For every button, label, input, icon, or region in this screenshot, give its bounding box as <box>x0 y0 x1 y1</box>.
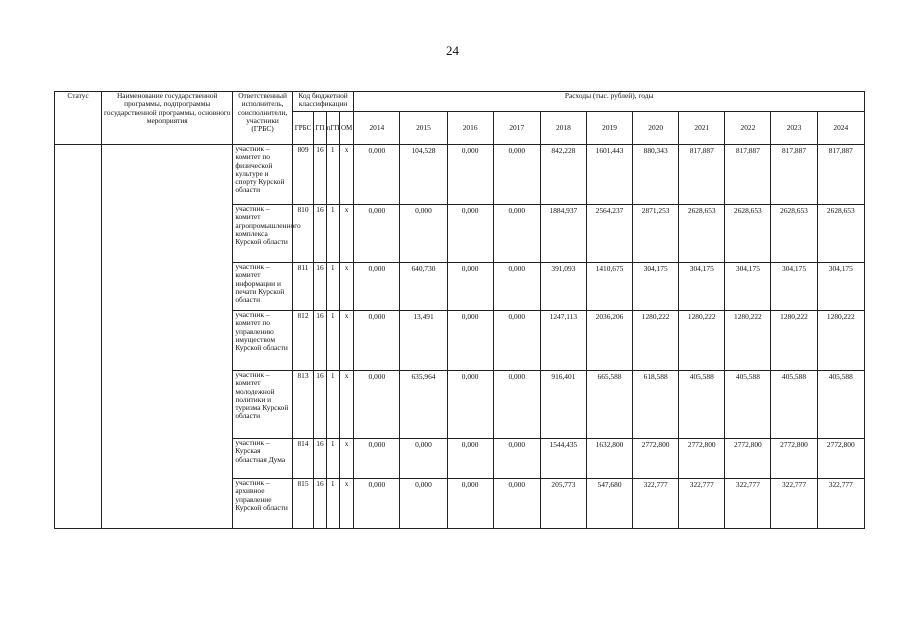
amount-cell: 817,887 <box>725 145 771 205</box>
header-grbs: ГРБС <box>292 112 314 145</box>
header-year: 2020 <box>633 112 679 145</box>
header-year: 2024 <box>817 112 864 145</box>
amount-cell: 0,000 <box>493 145 540 205</box>
om-cell: х <box>339 439 353 479</box>
amount-cell: 104,528 <box>400 145 447 205</box>
gp-cell: 16 <box>314 205 326 263</box>
amount-cell: 916,401 <box>540 371 586 439</box>
amount-cell: 405,588 <box>679 371 725 439</box>
status-cell <box>55 145 102 529</box>
amount-cell: 880,343 <box>633 145 679 205</box>
amount-cell: 618,588 <box>633 371 679 439</box>
amount-cell: 2772,800 <box>771 439 817 479</box>
gp-cell: 16 <box>314 263 326 311</box>
amount-cell: 2772,800 <box>633 439 679 479</box>
amount-cell: 1601,443 <box>586 145 632 205</box>
amount-cell: 817,887 <box>771 145 817 205</box>
amount-cell: 0,000 <box>354 479 400 529</box>
pgp-cell: 1 <box>326 263 339 311</box>
om-cell: х <box>339 371 353 439</box>
grbs-cell: 809 <box>292 145 314 205</box>
amount-cell: 205,773 <box>540 479 586 529</box>
amount-cell: 635,964 <box>400 371 447 439</box>
amount-cell: 405,588 <box>771 371 817 439</box>
pgp-cell: 1 <box>326 205 339 263</box>
grbs-cell: 815 <box>292 479 314 529</box>
amount-cell: 0,000 <box>354 205 400 263</box>
header-gp: ГП <box>314 112 326 145</box>
responsible-cell: участник – архивное управление Курской области <box>233 479 292 529</box>
responsible-cell: участник – Курская областная Дума <box>233 439 292 479</box>
grbs-cell: 812 <box>292 311 314 371</box>
amount-cell: 322,777 <box>633 479 679 529</box>
amount-cell: 2628,653 <box>817 205 864 263</box>
table-row <box>55 145 865 205</box>
responsible-cell: участник – комитет информации и печати Курской области <box>233 263 292 311</box>
amount-cell: 0,000 <box>447 371 493 439</box>
amount-cell: 405,588 <box>817 371 864 439</box>
amount-cell: 0,000 <box>493 371 540 439</box>
header-year: 2016 <box>447 112 493 145</box>
amount-cell: 0,000 <box>354 145 400 205</box>
amount-cell: 0,000 <box>447 311 493 371</box>
pgp-cell: 1 <box>326 371 339 439</box>
header-expenses: Расходы (тыс. рублей), годы <box>354 92 865 112</box>
amount-cell: 304,175 <box>817 263 864 311</box>
responsible-cell: участник – комитет агропромышленного комплекса Курской области <box>233 205 292 263</box>
amount-cell: 2772,800 <box>725 439 771 479</box>
amount-cell: 0,000 <box>400 205 447 263</box>
amount-cell: 1410,675 <box>586 263 632 311</box>
header-year: 2017 <box>493 112 540 145</box>
amount-cell: 1884,937 <box>540 205 586 263</box>
grbs-cell: 811 <box>292 263 314 311</box>
amount-cell: 817,887 <box>679 145 725 205</box>
amount-cell: 0,000 <box>493 205 540 263</box>
amount-cell: 2871,253 <box>633 205 679 263</box>
amount-cell: 0,000 <box>447 439 493 479</box>
gp-cell: 16 <box>314 311 326 371</box>
header-year: 2015 <box>400 112 447 145</box>
pgp-cell: 1 <box>326 439 339 479</box>
header-year: 2021 <box>679 112 725 145</box>
amount-cell: 2036,206 <box>586 311 632 371</box>
header-year: 2023 <box>771 112 817 145</box>
amount-cell: 1247,113 <box>540 311 586 371</box>
amount-cell: 304,175 <box>679 263 725 311</box>
amount-cell: 1280,222 <box>725 311 771 371</box>
amount-cell: 0,000 <box>354 371 400 439</box>
amount-cell: 391,093 <box>540 263 586 311</box>
gp-cell: 16 <box>314 479 326 529</box>
responsible-cell: участник – комитет молодежной политики и туризма Курской области <box>233 371 292 439</box>
grbs-cell: 813 <box>292 371 314 439</box>
header-responsible: Ответственный исполнитель, соисполнители, участники (ГРБС) <box>233 92 292 145</box>
header-program-name: Наименование государственной программы, подпрограммы государственной программы, основного мероприятия <box>102 92 233 145</box>
responsible-cell: участник – комитет по физической культуре и спорту Курской области <box>233 145 292 205</box>
amount-cell: 322,777 <box>679 479 725 529</box>
amount-cell: 304,175 <box>633 263 679 311</box>
amount-cell: 0,000 <box>447 145 493 205</box>
program-name-cell <box>102 145 233 529</box>
amount-cell: 322,777 <box>725 479 771 529</box>
amount-cell: 2628,653 <box>725 205 771 263</box>
grbs-cell: 814 <box>292 439 314 479</box>
header-year: 2014 <box>354 112 400 145</box>
amount-cell: 2564,237 <box>586 205 632 263</box>
amount-cell: 0,000 <box>493 439 540 479</box>
amount-cell: 0,000 <box>493 263 540 311</box>
amount-cell: 0,000 <box>493 311 540 371</box>
header-year: 2019 <box>586 112 632 145</box>
amount-cell: 0,000 <box>354 311 400 371</box>
responsible-cell: участник – комитет по управлению имуществом Курской области <box>233 311 292 371</box>
header-pgp: пГП <box>326 112 339 145</box>
amount-cell: 1544,435 <box>540 439 586 479</box>
expenses-table <box>54 91 865 529</box>
header-year: 2022 <box>725 112 771 145</box>
gp-cell: 16 <box>314 371 326 439</box>
amount-cell: 13,491 <box>400 311 447 371</box>
header-status: Статус <box>55 92 102 145</box>
amount-cell: 0,000 <box>400 439 447 479</box>
amount-cell: 1280,222 <box>771 311 817 371</box>
amount-cell: 0,000 <box>447 263 493 311</box>
amount-cell: 322,777 <box>817 479 864 529</box>
amount-cell: 547,680 <box>586 479 632 529</box>
amount-cell: 1632,800 <box>586 439 632 479</box>
amount-cell: 0,000 <box>493 479 540 529</box>
amount-cell: 842,228 <box>540 145 586 205</box>
gp-cell: 16 <box>314 439 326 479</box>
grbs-cell: 810 <box>292 205 314 263</box>
amount-cell: 1280,222 <box>817 311 864 371</box>
amount-cell: 1280,222 <box>679 311 725 371</box>
amount-cell: 2772,800 <box>679 439 725 479</box>
header-om: ОМ <box>339 112 353 145</box>
amount-cell: 2628,653 <box>771 205 817 263</box>
om-cell: х <box>339 479 353 529</box>
amount-cell: 2772,800 <box>817 439 864 479</box>
om-cell: х <box>339 205 353 263</box>
om-cell: х <box>339 145 353 205</box>
amount-cell: 322,777 <box>771 479 817 529</box>
amount-cell: 0,000 <box>447 479 493 529</box>
amount-cell: 304,175 <box>725 263 771 311</box>
amount-cell: 640,730 <box>400 263 447 311</box>
pgp-cell: 1 <box>326 145 339 205</box>
om-cell: х <box>339 311 353 371</box>
amount-cell: 0,000 <box>354 263 400 311</box>
amount-cell: 405,588 <box>725 371 771 439</box>
pgp-cell: 1 <box>326 311 339 371</box>
pgp-cell: 1 <box>326 479 339 529</box>
gp-cell: 16 <box>314 145 326 205</box>
amount-cell: 0,000 <box>400 479 447 529</box>
amount-cell: 0,000 <box>354 439 400 479</box>
amount-cell: 2628,653 <box>679 205 725 263</box>
amount-cell: 817,887 <box>817 145 864 205</box>
om-cell: х <box>339 263 353 311</box>
amount-cell: 304,175 <box>771 263 817 311</box>
page-number: 24 <box>446 43 459 58</box>
header-year: 2018 <box>540 112 586 145</box>
header-budget-code: Код бюджетной классификации <box>292 92 354 112</box>
amount-cell: 665,588 <box>586 371 632 439</box>
amount-cell: 1280,222 <box>633 311 679 371</box>
amount-cell: 0,000 <box>447 205 493 263</box>
